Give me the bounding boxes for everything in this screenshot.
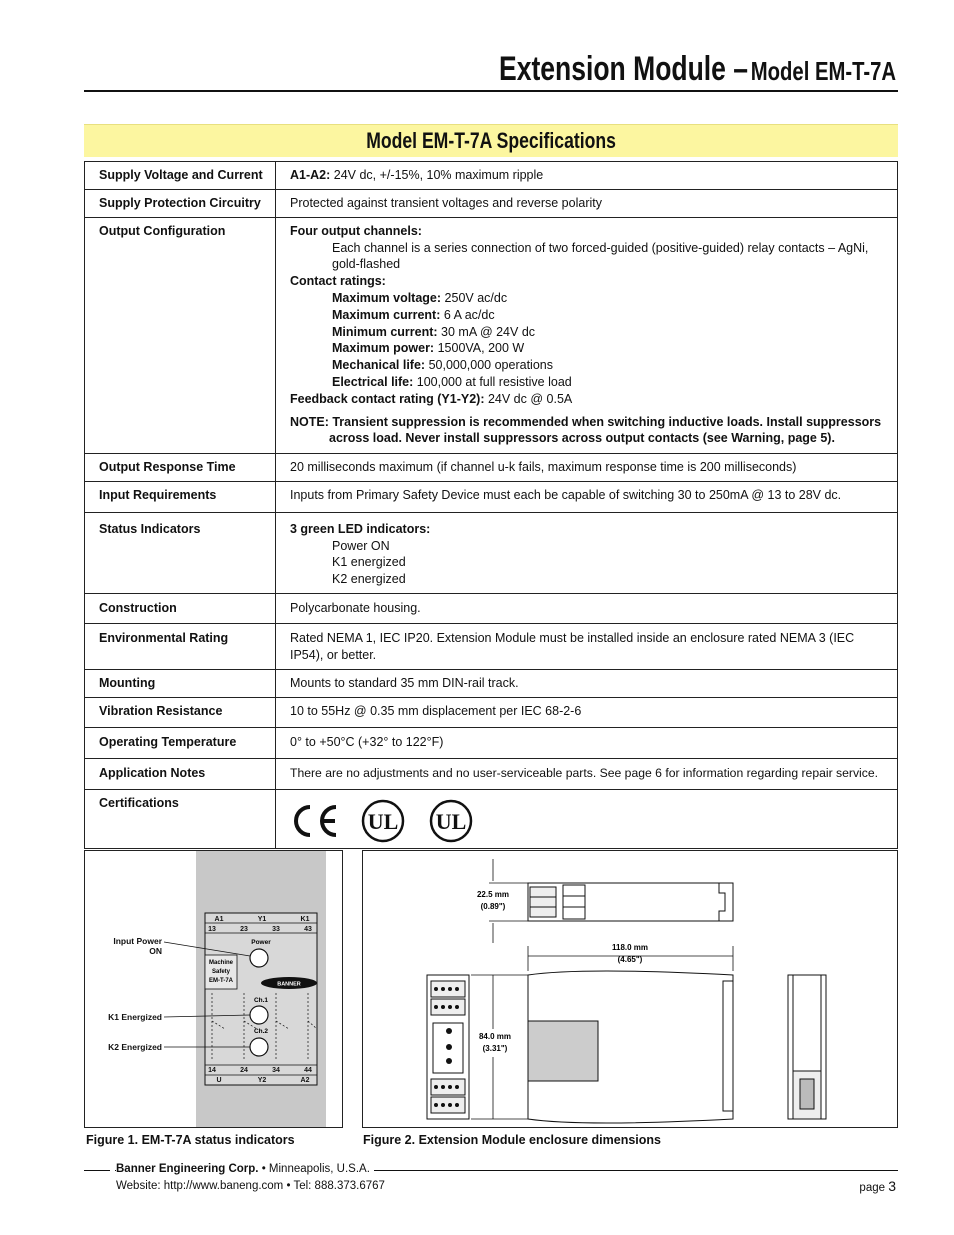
- power-led-icon: [250, 949, 268, 967]
- terminal-label: 33: [272, 926, 280, 933]
- spec-value: Polycarbonate housing.: [276, 593, 898, 623]
- spec-label: Vibration Resistance: [85, 697, 276, 727]
- rating-line: Mechanical life: 50,000,000 operations: [332, 358, 553, 373]
- terminal-label: Y1: [257, 916, 267, 923]
- spec-value: [276, 512, 898, 593]
- figure-1: [84, 850, 343, 1128]
- callout-k2: K2 Energized: [108, 1042, 162, 1052]
- figure-1-caption: Figure 1. EM-T-7A status indicators: [86, 1133, 295, 1147]
- figure-2: [362, 850, 898, 1128]
- power-label: Power: [251, 939, 271, 946]
- spec-row-response-time: [85, 453, 898, 481]
- terminal-label: K1: [300, 916, 310, 923]
- svg-text:BANNER: BANNER: [277, 981, 301, 988]
- top-view: [528, 883, 733, 921]
- spec-row-certs: [85, 789, 898, 848]
- spec-value: [276, 217, 898, 453]
- spec-row-supply-voltage: [85, 162, 898, 190]
- spec-label: Status Indicators: [85, 512, 276, 593]
- spec-value: A1-A2: 24V dc, +/-15%, 10% maximum ripple: [276, 162, 898, 190]
- ch1-label: Ch.1: [253, 997, 269, 1004]
- spec-row-supply-protection: [85, 190, 898, 218]
- ce-mark-icon: [290, 803, 340, 839]
- spec-value: Rated NEMA 1, IEC IP20. Extension Module must be installed inside an enclosure rated NEMA 3 (IEC IP54), or better.: [276, 623, 898, 669]
- terminal-label: A1: [214, 916, 224, 923]
- spec-row-vibration: [85, 697, 898, 727]
- page-number: page 3: [859, 1178, 896, 1194]
- terminal-label: 23: [240, 926, 248, 933]
- spec-label: Certifications: [85, 789, 276, 848]
- terminal-label: 34: [272, 1067, 280, 1074]
- spec-label: Mounting: [85, 669, 276, 697]
- title-main: Extension Module –: [498, 50, 748, 88]
- terminal-label: U: [216, 1077, 222, 1084]
- status-head: 3 green LED indicators:: [290, 521, 431, 536]
- rating-line: Minimum current: 30 mA @ 24V dc: [332, 324, 536, 339]
- status-item: Power ON: [332, 538, 390, 553]
- spec-value: Protected against transient voltages and reverse polarity: [276, 190, 898, 218]
- spec-row-mounting: [85, 669, 898, 697]
- rating-line: Maximum power: 1500VA, 200 W: [332, 341, 525, 356]
- spec-label: Supply Voltage and Current: [85, 162, 276, 190]
- spec-value: 20 milliseconds maximum (if channel u-k fails, maximum response time is 200 milliseconds): [276, 453, 898, 481]
- side-view: [528, 971, 733, 1123]
- channels-text: Each channel is a series connection of two forced-guided (positive-guided) relay contacts – AgNi, gold-flashed: [332, 240, 869, 272]
- ch2-label: Ch.2: [253, 1028, 269, 1035]
- terminal-label: 24: [240, 1067, 248, 1074]
- title-model: Model EM-T-7A: [750, 56, 896, 86]
- spec-value: There are no adjustments and no user-serviceable parts. See page 6 for information regarding repair service.: [276, 758, 898, 789]
- spec-label: Operating Temperature: [85, 727, 276, 758]
- rating-line: Maximum voltage: 250V ac/dc: [332, 290, 508, 305]
- status-item: K1 energized: [332, 555, 406, 570]
- callout-power-on: ON: [149, 946, 162, 956]
- channels-head: Four output channels:: [290, 223, 422, 238]
- svg-text:Machine: Machine: [208, 960, 234, 966]
- spec-value: 10 to 55Hz @ 0.35 mm displacement per IEC 68-2-6: [276, 697, 898, 727]
- callout-k1: K1 Energized: [108, 1012, 162, 1022]
- spec-row-status: [85, 512, 898, 593]
- terminal-label: 44: [304, 1067, 312, 1074]
- k2-led-icon: [250, 1038, 268, 1056]
- spec-label: Input Requirements: [85, 481, 276, 512]
- spec-row-input-req: [85, 481, 898, 512]
- spec-row-temperature: [85, 727, 898, 758]
- ratings-head: Contact ratings:: [290, 274, 386, 289]
- terminal-label: 13: [208, 926, 216, 933]
- dim-width-in: (0.89"): [480, 902, 506, 911]
- dim-height-mm: 84.0 mm: [478, 1032, 512, 1041]
- spec-label: Supply Protection Circuitry: [85, 190, 276, 218]
- spec-row-output-config: [85, 217, 898, 453]
- spec-banner-title: Model EM-T-7A Specifications: [366, 128, 616, 153]
- status-item: K2 energized: [332, 572, 406, 587]
- ul-recognized-icon: [426, 799, 476, 843]
- svg-text:UL: UL: [367, 808, 399, 834]
- spec-value: Mounts to standard 35 mm DIN-rail track.: [276, 669, 898, 697]
- callout-power: Input Power: [113, 936, 162, 946]
- rating-line: Electrical life: 100,000 at full resistive load: [332, 374, 572, 389]
- dim-depth-mm: 118.0 mm: [611, 943, 649, 952]
- spec-value: 0° to +50°C (+32° to 122°F): [276, 727, 898, 758]
- dim-width-mm: 22.5 mm: [476, 890, 510, 899]
- dim-depth-in: (4.65"): [617, 955, 643, 964]
- feedback-rating: Feedback contact rating (Y1-Y2): 24V dc @ 0.5A: [290, 391, 573, 406]
- spec-label: Environmental Rating: [85, 623, 276, 669]
- title-rule: [84, 90, 898, 92]
- rating-line: Maximum current: 6 A ac/dc: [332, 307, 495, 322]
- footer-rule: [84, 1170, 110, 1171]
- cert-icons: [290, 795, 887, 843]
- spec-row-app-notes: [85, 758, 898, 789]
- spec-label: Application Notes: [85, 758, 276, 789]
- status-indicator-diagram: [85, 851, 343, 1128]
- terminal-label: Y2: [257, 1077, 267, 1084]
- spec-label: Construction: [85, 593, 276, 623]
- end-view: [788, 975, 826, 1119]
- spec-row-environmental: [85, 623, 898, 669]
- footer-contact-line: Website: http://www.baneng.com • Tel: 888.373.6767: [116, 1180, 385, 1192]
- dim-height-in: (3.31"): [482, 1044, 508, 1053]
- terminal-label: 43: [304, 926, 312, 933]
- svg-text:Safety: Safety: [211, 969, 231, 975]
- spec-label: Output Response Time: [85, 453, 276, 481]
- enclosure-dimension-drawing: [363, 851, 898, 1128]
- spec-value: [276, 789, 898, 848]
- spec-table: [84, 161, 898, 849]
- k1-led-icon: [250, 1006, 268, 1024]
- terminal-label: A2: [300, 1077, 310, 1084]
- spec-banner: [84, 124, 898, 157]
- terminal-label: 14: [208, 1067, 216, 1074]
- svg-text:UL: UL: [435, 808, 467, 834]
- spec-label: Output Configuration: [85, 217, 276, 453]
- figure-2-caption: Figure 2. Extension Module enclosure dimensions: [363, 1133, 661, 1147]
- footer-company-line: Banner Engineering Corp. • Minneapolis, U.S.A.: [116, 1163, 374, 1175]
- ul-listed-icon: [358, 799, 408, 843]
- suppression-note: NOTE: Transient suppression is recommended when switching inductive loads. Install suppressors across load. Never install suppressors across output contacts (see Warning, page 5).: [290, 414, 882, 446]
- spec-row-construction: [85, 593, 898, 623]
- svg-text:EM-T-7A: EM-T-7A: [209, 978, 233, 984]
- page-title: [499, 50, 896, 90]
- spec-value: Inputs from Primary Safety Device must each be capable of switching 30 to 250mA @ 13 to 28V dc.: [276, 481, 898, 512]
